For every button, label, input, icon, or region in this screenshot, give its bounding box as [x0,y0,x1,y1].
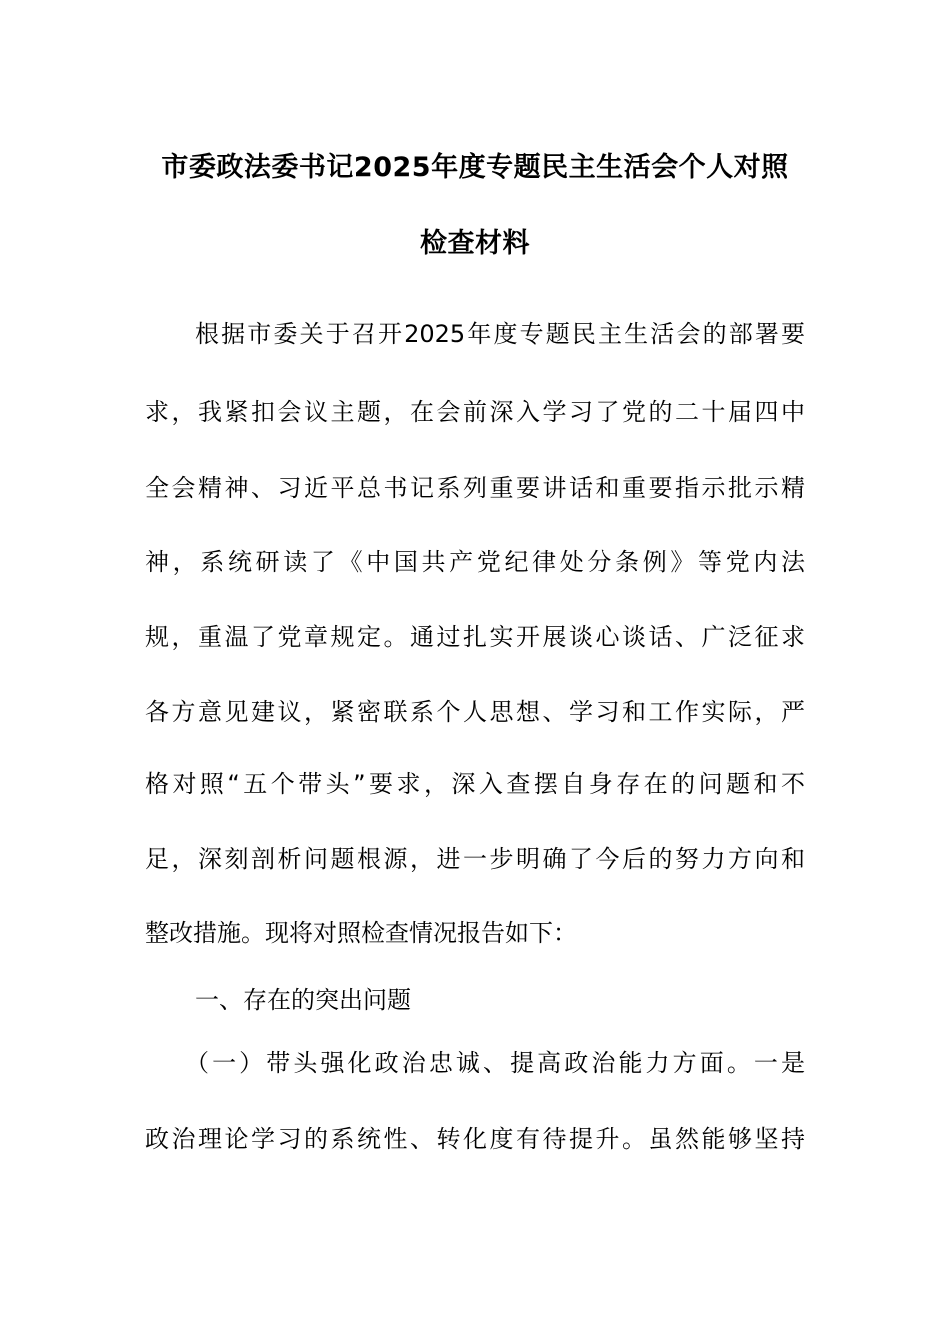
paragraph-line: 政治理论学习的系统性、转化度有待提升。虽然能够坚持 [145,1125,805,1153]
paragraph-line: 求，我紧扣会议主题，在会前深入学习了党的二十届四中 [145,398,805,426]
paragraph-line: 足，深刻剖析问题根源，进一步明确了今后的努力方向和 [145,845,805,873]
paragraph-line: 神，系统研读了《中国共产党纪律处分条例》等党内法 [145,548,805,576]
paragraph-line: 根据市委关于召开2025年度专题民主生活会的部署要 [195,320,805,348]
paragraph-line: 全会精神、习近平总书记系列重要讲话和重要指示批示精 [145,474,805,502]
paragraph-line: 格对照“五个带头”要求，深入查摆自身存在的问题和不 [145,770,805,798]
paragraph-line: 整改措施。现将对照检查情况报告如下： [145,919,577,947]
paragraph-line: （一）带头强化政治忠诚、提高政治能力方面。一是 [185,1049,805,1077]
paragraph-line: 各方意见建议，紧密联系个人思想、学习和工作实际，严 [145,698,805,726]
paragraph-line: 规，重温了党章规定。通过扎实开展谈心谈话、广泛征求 [145,623,805,651]
document-title-line-2: 检查材料 [420,228,530,259]
document-title-line-1: 市委政法委书记2025年度专题民主生活会个人对照 [161,152,789,183]
section-heading: 一、存在的突出问题 [195,986,411,1014]
